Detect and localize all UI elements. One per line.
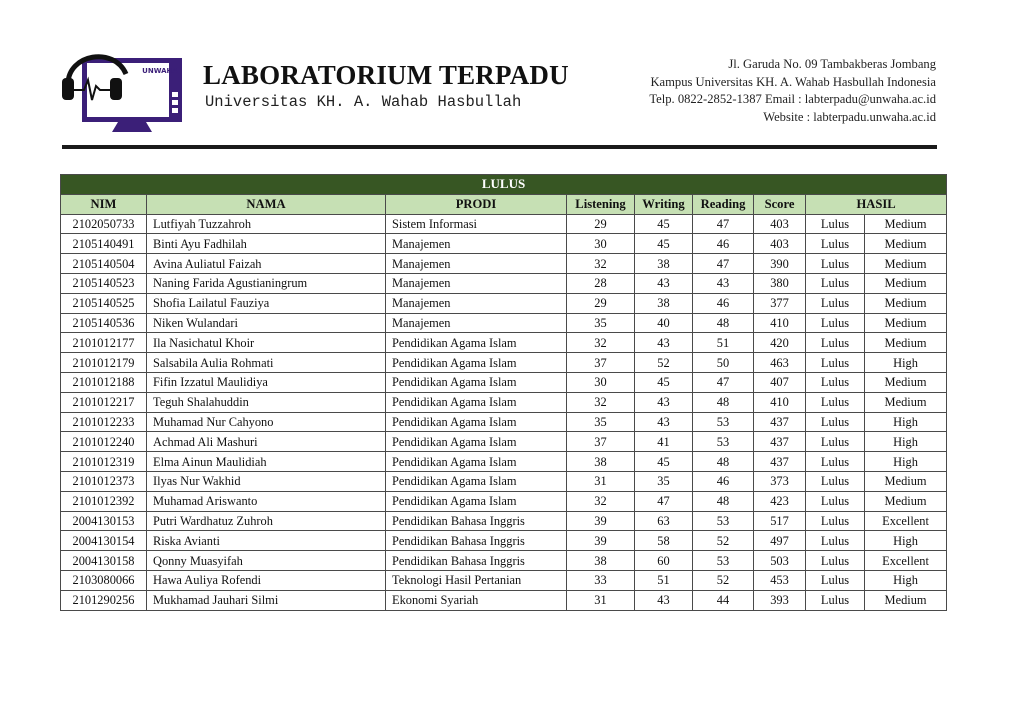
- cell-prodi: Ekonomi Syariah: [386, 590, 567, 610]
- table-row: [61, 234, 947, 254]
- cell-nama: Elma Ainun Maulidiah: [147, 452, 386, 472]
- cell-listening: 32: [567, 254, 635, 274]
- campus-line: Kampus Universitas KH. A. Wahab Hasbullah Indonesia: [650, 74, 936, 89]
- cell-score: 453: [754, 570, 806, 590]
- cell-score: 497: [754, 531, 806, 551]
- cell-level: High: [865, 432, 947, 452]
- table-row: [61, 531, 947, 551]
- col-nama: NAMA: [147, 194, 386, 214]
- cell-nim: 2004130158: [61, 551, 147, 571]
- lab-subtitle: Universitas KH. A. Wahab Hasbullah: [205, 93, 522, 111]
- cell-nim: 2004130153: [61, 511, 147, 531]
- cell-reading: 47: [693, 372, 754, 392]
- col-listening: Listening: [567, 194, 635, 214]
- cell-nim: 2101012179: [61, 353, 147, 373]
- cell-reading: 48: [693, 392, 754, 412]
- cell-reading: 44: [693, 590, 754, 610]
- cell-listening: 39: [567, 531, 635, 551]
- cell-status: Lulus: [806, 531, 865, 551]
- cell-writing: 43: [635, 333, 693, 353]
- cell-score: 410: [754, 392, 806, 412]
- cell-writing: 41: [635, 432, 693, 452]
- cell-status: Lulus: [806, 333, 865, 353]
- cell-writing: 45: [635, 214, 693, 234]
- cell-status: Lulus: [806, 570, 865, 590]
- cell-nama: Riska Avianti: [147, 531, 386, 551]
- cell-level: High: [865, 353, 947, 373]
- table-row: [61, 590, 947, 610]
- cell-nim: 2101012217: [61, 392, 147, 412]
- cell-nim: 2101012240: [61, 432, 147, 452]
- table-row: [61, 432, 947, 452]
- cell-listening: 32: [567, 392, 635, 412]
- cell-prodi: Pendidikan Agama Islam: [386, 353, 567, 373]
- cell-reading: 53: [693, 511, 754, 531]
- cell-writing: 38: [635, 254, 693, 274]
- cell-nim: 2105140504: [61, 254, 147, 274]
- cell-reading: 51: [693, 333, 754, 353]
- cell-status: Lulus: [806, 412, 865, 432]
- cell-nama: Qonny Muasyifah: [147, 551, 386, 571]
- cell-nim: 2101012188: [61, 372, 147, 392]
- cell-listening: 38: [567, 452, 635, 472]
- table-row: [61, 254, 947, 274]
- cell-prodi: Pendidikan Agama Islam: [386, 372, 567, 392]
- cell-nim: 2105140523: [61, 273, 147, 293]
- cell-reading: 48: [693, 491, 754, 511]
- cell-nim: 2102050733: [61, 214, 147, 234]
- cell-reading: 50: [693, 353, 754, 373]
- results-table: [60, 174, 947, 611]
- headphones-monitor-icon: [60, 40, 186, 136]
- cell-level: Medium: [865, 372, 947, 392]
- cell-prodi: Pendidikan Agama Islam: [386, 333, 567, 353]
- cell-status: Lulus: [806, 432, 865, 452]
- cell-level: Medium: [865, 392, 947, 412]
- cell-score: 390: [754, 254, 806, 274]
- cell-status: Lulus: [806, 452, 865, 472]
- cell-listening: 33: [567, 570, 635, 590]
- table-row: [61, 353, 947, 373]
- cell-nama: Niken Wulandari: [147, 313, 386, 333]
- address-line: Jl. Garuda No. 09 Tambakberas Jombang: [728, 57, 936, 71]
- cell-reading: 43: [693, 273, 754, 293]
- cell-status: Lulus: [806, 293, 865, 313]
- cell-status: Lulus: [806, 511, 865, 531]
- cell-writing: 35: [635, 471, 693, 491]
- cell-nama: Ilyas Nur Wakhid: [147, 471, 386, 491]
- table-row: [61, 214, 947, 234]
- cell-score: 373: [754, 471, 806, 491]
- cell-level: Medium: [865, 491, 947, 511]
- cell-listening: 29: [567, 214, 635, 234]
- cell-nim: 2101012373: [61, 471, 147, 491]
- cell-nama: Muhamad Ariswanto: [147, 491, 386, 511]
- cell-nama: Shofia Lailatul Fauziya: [147, 293, 386, 313]
- cell-prodi: Manajemen: [386, 293, 567, 313]
- cell-reading: 48: [693, 313, 754, 333]
- cell-listening: 30: [567, 372, 635, 392]
- cell-listening: 35: [567, 412, 635, 432]
- cell-writing: 63: [635, 511, 693, 531]
- website-line: Website : labterpadu.unwaha.ac.id: [763, 109, 936, 124]
- lab-logo: [60, 40, 186, 136]
- cell-prodi: Pendidikan Agama Islam: [386, 412, 567, 432]
- cell-nama: Putri Wardhatuz Zuhroh: [147, 511, 386, 531]
- cell-score: 503: [754, 551, 806, 571]
- cell-reading: 46: [693, 234, 754, 254]
- phone-email-line: Telp. 0822-2852-1387 Email : labterpadu@unwaha.ac.id: [649, 92, 936, 106]
- cell-nama: Fifin Izzatul Maulidiya: [147, 372, 386, 392]
- cell-score: 403: [754, 234, 806, 254]
- logo-text: UNWAHA: [142, 67, 178, 75]
- table-row: [61, 333, 947, 353]
- col-writing: Writing: [635, 194, 693, 214]
- cell-score: 437: [754, 432, 806, 452]
- cell-nim: 2101012319: [61, 452, 147, 472]
- cell-status: Lulus: [806, 254, 865, 274]
- cell-listening: 37: [567, 353, 635, 373]
- cell-prodi: Pendidikan Bahasa Inggris: [386, 511, 567, 531]
- cell-nim: 2105140536: [61, 313, 147, 333]
- cell-prodi: Manajemen: [386, 234, 567, 254]
- cell-writing: 58: [635, 531, 693, 551]
- cell-nim: 2101012177: [61, 333, 147, 353]
- cell-writing: 43: [635, 412, 693, 432]
- cell-nim: 2105140525: [61, 293, 147, 313]
- cell-nim: 2101012392: [61, 491, 147, 511]
- col-score: Score: [754, 194, 806, 214]
- cell-level: Medium: [865, 214, 947, 234]
- cell-status: Lulus: [806, 392, 865, 412]
- cell-score: 377: [754, 293, 806, 313]
- cell-prodi: Pendidikan Agama Islam: [386, 432, 567, 452]
- cell-nim: 2101012233: [61, 412, 147, 432]
- cell-nim: 2004130154: [61, 531, 147, 551]
- table-row: [61, 471, 947, 491]
- cell-nama: Hawa Auliya Rofendi: [147, 570, 386, 590]
- cell-level: High: [865, 452, 947, 472]
- table-row: [61, 491, 947, 511]
- cell-nama: Binti Ayu Fadhilah: [147, 234, 386, 254]
- cell-level: High: [865, 531, 947, 551]
- cell-reading: 48: [693, 452, 754, 472]
- table-row: [61, 273, 947, 293]
- table-row: [61, 372, 947, 392]
- cell-reading: 47: [693, 214, 754, 234]
- cell-prodi: Pendidikan Agama Islam: [386, 392, 567, 412]
- cell-level: Medium: [865, 234, 947, 254]
- cell-prodi: Sistem Informasi: [386, 214, 567, 234]
- cell-score: 423: [754, 491, 806, 511]
- cell-level: Medium: [865, 254, 947, 274]
- cell-prodi: Manajemen: [386, 313, 567, 333]
- cell-writing: 43: [635, 273, 693, 293]
- cell-reading: 52: [693, 531, 754, 551]
- table-row: [61, 412, 947, 432]
- cell-writing: 47: [635, 491, 693, 511]
- table-row: [61, 293, 947, 313]
- cell-listening: 31: [567, 590, 635, 610]
- cell-writing: 45: [635, 372, 693, 392]
- cell-listening: 32: [567, 491, 635, 511]
- cell-score: 410: [754, 313, 806, 333]
- cell-prodi: Pendidikan Agama Islam: [386, 471, 567, 491]
- cell-status: Lulus: [806, 313, 865, 333]
- cell-level: Medium: [865, 333, 947, 353]
- cell-nama: Salsabila Aulia Rohmati: [147, 353, 386, 373]
- cell-nim: 2101290256: [61, 590, 147, 610]
- cell-status: Lulus: [806, 372, 865, 392]
- cell-nama: Ila Nasichatul Khoir: [147, 333, 386, 353]
- cell-listening: 32: [567, 333, 635, 353]
- cell-status: Lulus: [806, 471, 865, 491]
- cell-status: Lulus: [806, 551, 865, 571]
- cell-listening: 28: [567, 273, 635, 293]
- cell-listening: 39: [567, 511, 635, 531]
- cell-status: Lulus: [806, 234, 865, 254]
- cell-reading: 47: [693, 254, 754, 274]
- cell-nama: Muhamad Nur Cahyono: [147, 412, 386, 432]
- table-header-row: [61, 194, 947, 214]
- cell-listening: 35: [567, 313, 635, 333]
- cell-writing: 43: [635, 392, 693, 412]
- cell-level: Excellent: [865, 551, 947, 571]
- cell-score: 437: [754, 412, 806, 432]
- cell-status: Lulus: [806, 353, 865, 373]
- cell-reading: 52: [693, 570, 754, 590]
- header-divider: [62, 145, 937, 149]
- cell-nama: Naning Farida Agustianingrum: [147, 273, 386, 293]
- cell-writing: 51: [635, 570, 693, 590]
- cell-level: High: [865, 412, 947, 432]
- cell-prodi: Pendidikan Agama Islam: [386, 491, 567, 511]
- cell-nama: Avina Auliatul Faizah: [147, 254, 386, 274]
- cell-score: 407: [754, 372, 806, 392]
- cell-writing: 38: [635, 293, 693, 313]
- table-row: [61, 452, 947, 472]
- cell-prodi: Pendidikan Bahasa Inggris: [386, 531, 567, 551]
- cell-writing: 45: [635, 452, 693, 472]
- cell-prodi: Teknologi Hasil Pertanian: [386, 570, 567, 590]
- cell-level: Medium: [865, 273, 947, 293]
- table-row: [61, 313, 947, 333]
- cell-status: Lulus: [806, 214, 865, 234]
- cell-status: Lulus: [806, 273, 865, 293]
- cell-reading: 53: [693, 412, 754, 432]
- cell-status: Lulus: [806, 590, 865, 610]
- cell-nama: Lutfiyah Tuzzahroh: [147, 214, 386, 234]
- table-row: [61, 511, 947, 531]
- cell-writing: 60: [635, 551, 693, 571]
- contact-block: [649, 56, 936, 126]
- cell-writing: 52: [635, 353, 693, 373]
- col-nim: NIM: [61, 194, 147, 214]
- col-reading: Reading: [693, 194, 754, 214]
- cell-score: 380: [754, 273, 806, 293]
- cell-writing: 45: [635, 234, 693, 254]
- table-row: [61, 392, 947, 412]
- col-hasil: HASIL: [806, 194, 947, 214]
- cell-listening: 29: [567, 293, 635, 313]
- cell-level: Medium: [865, 293, 947, 313]
- cell-score: 463: [754, 353, 806, 373]
- cell-score: 517: [754, 511, 806, 531]
- cell-level: Medium: [865, 313, 947, 333]
- table-banner: LULUS: [61, 175, 947, 195]
- table-row: [61, 570, 947, 590]
- cell-level: Medium: [865, 471, 947, 491]
- cell-score: 437: [754, 452, 806, 472]
- cell-level: High: [865, 570, 947, 590]
- cell-score: 403: [754, 214, 806, 234]
- cell-reading: 53: [693, 432, 754, 452]
- cell-listening: 38: [567, 551, 635, 571]
- cell-writing: 40: [635, 313, 693, 333]
- table-body: [61, 214, 947, 610]
- cell-nama: Achmad Ali Mashuri: [147, 432, 386, 452]
- cell-level: Excellent: [865, 511, 947, 531]
- cell-writing: 43: [635, 590, 693, 610]
- cell-level: Medium: [865, 590, 947, 610]
- cell-prodi: Manajemen: [386, 254, 567, 274]
- cell-nim: 2105140491: [61, 234, 147, 254]
- cell-listening: 37: [567, 432, 635, 452]
- cell-prodi: Manajemen: [386, 273, 567, 293]
- cell-listening: 30: [567, 234, 635, 254]
- cell-nama: Teguh Shalahuddin: [147, 392, 386, 412]
- cell-nim: 2103080066: [61, 570, 147, 590]
- cell-status: Lulus: [806, 491, 865, 511]
- lab-title: LABORATORIUM TERPADU: [203, 60, 569, 90]
- cell-nama: Mukhamad Jauhari Silmi: [147, 590, 386, 610]
- cell-prodi: Pendidikan Agama Islam: [386, 452, 567, 472]
- table-row: [61, 551, 947, 571]
- cell-listening: 31: [567, 471, 635, 491]
- cell-reading: 53: [693, 551, 754, 571]
- cell-score: 393: [754, 590, 806, 610]
- cell-score: 420: [754, 333, 806, 353]
- cell-prodi: Pendidikan Bahasa Inggris: [386, 551, 567, 571]
- col-prodi: PRODI: [386, 194, 567, 214]
- cell-reading: 46: [693, 471, 754, 491]
- cell-reading: 46: [693, 293, 754, 313]
